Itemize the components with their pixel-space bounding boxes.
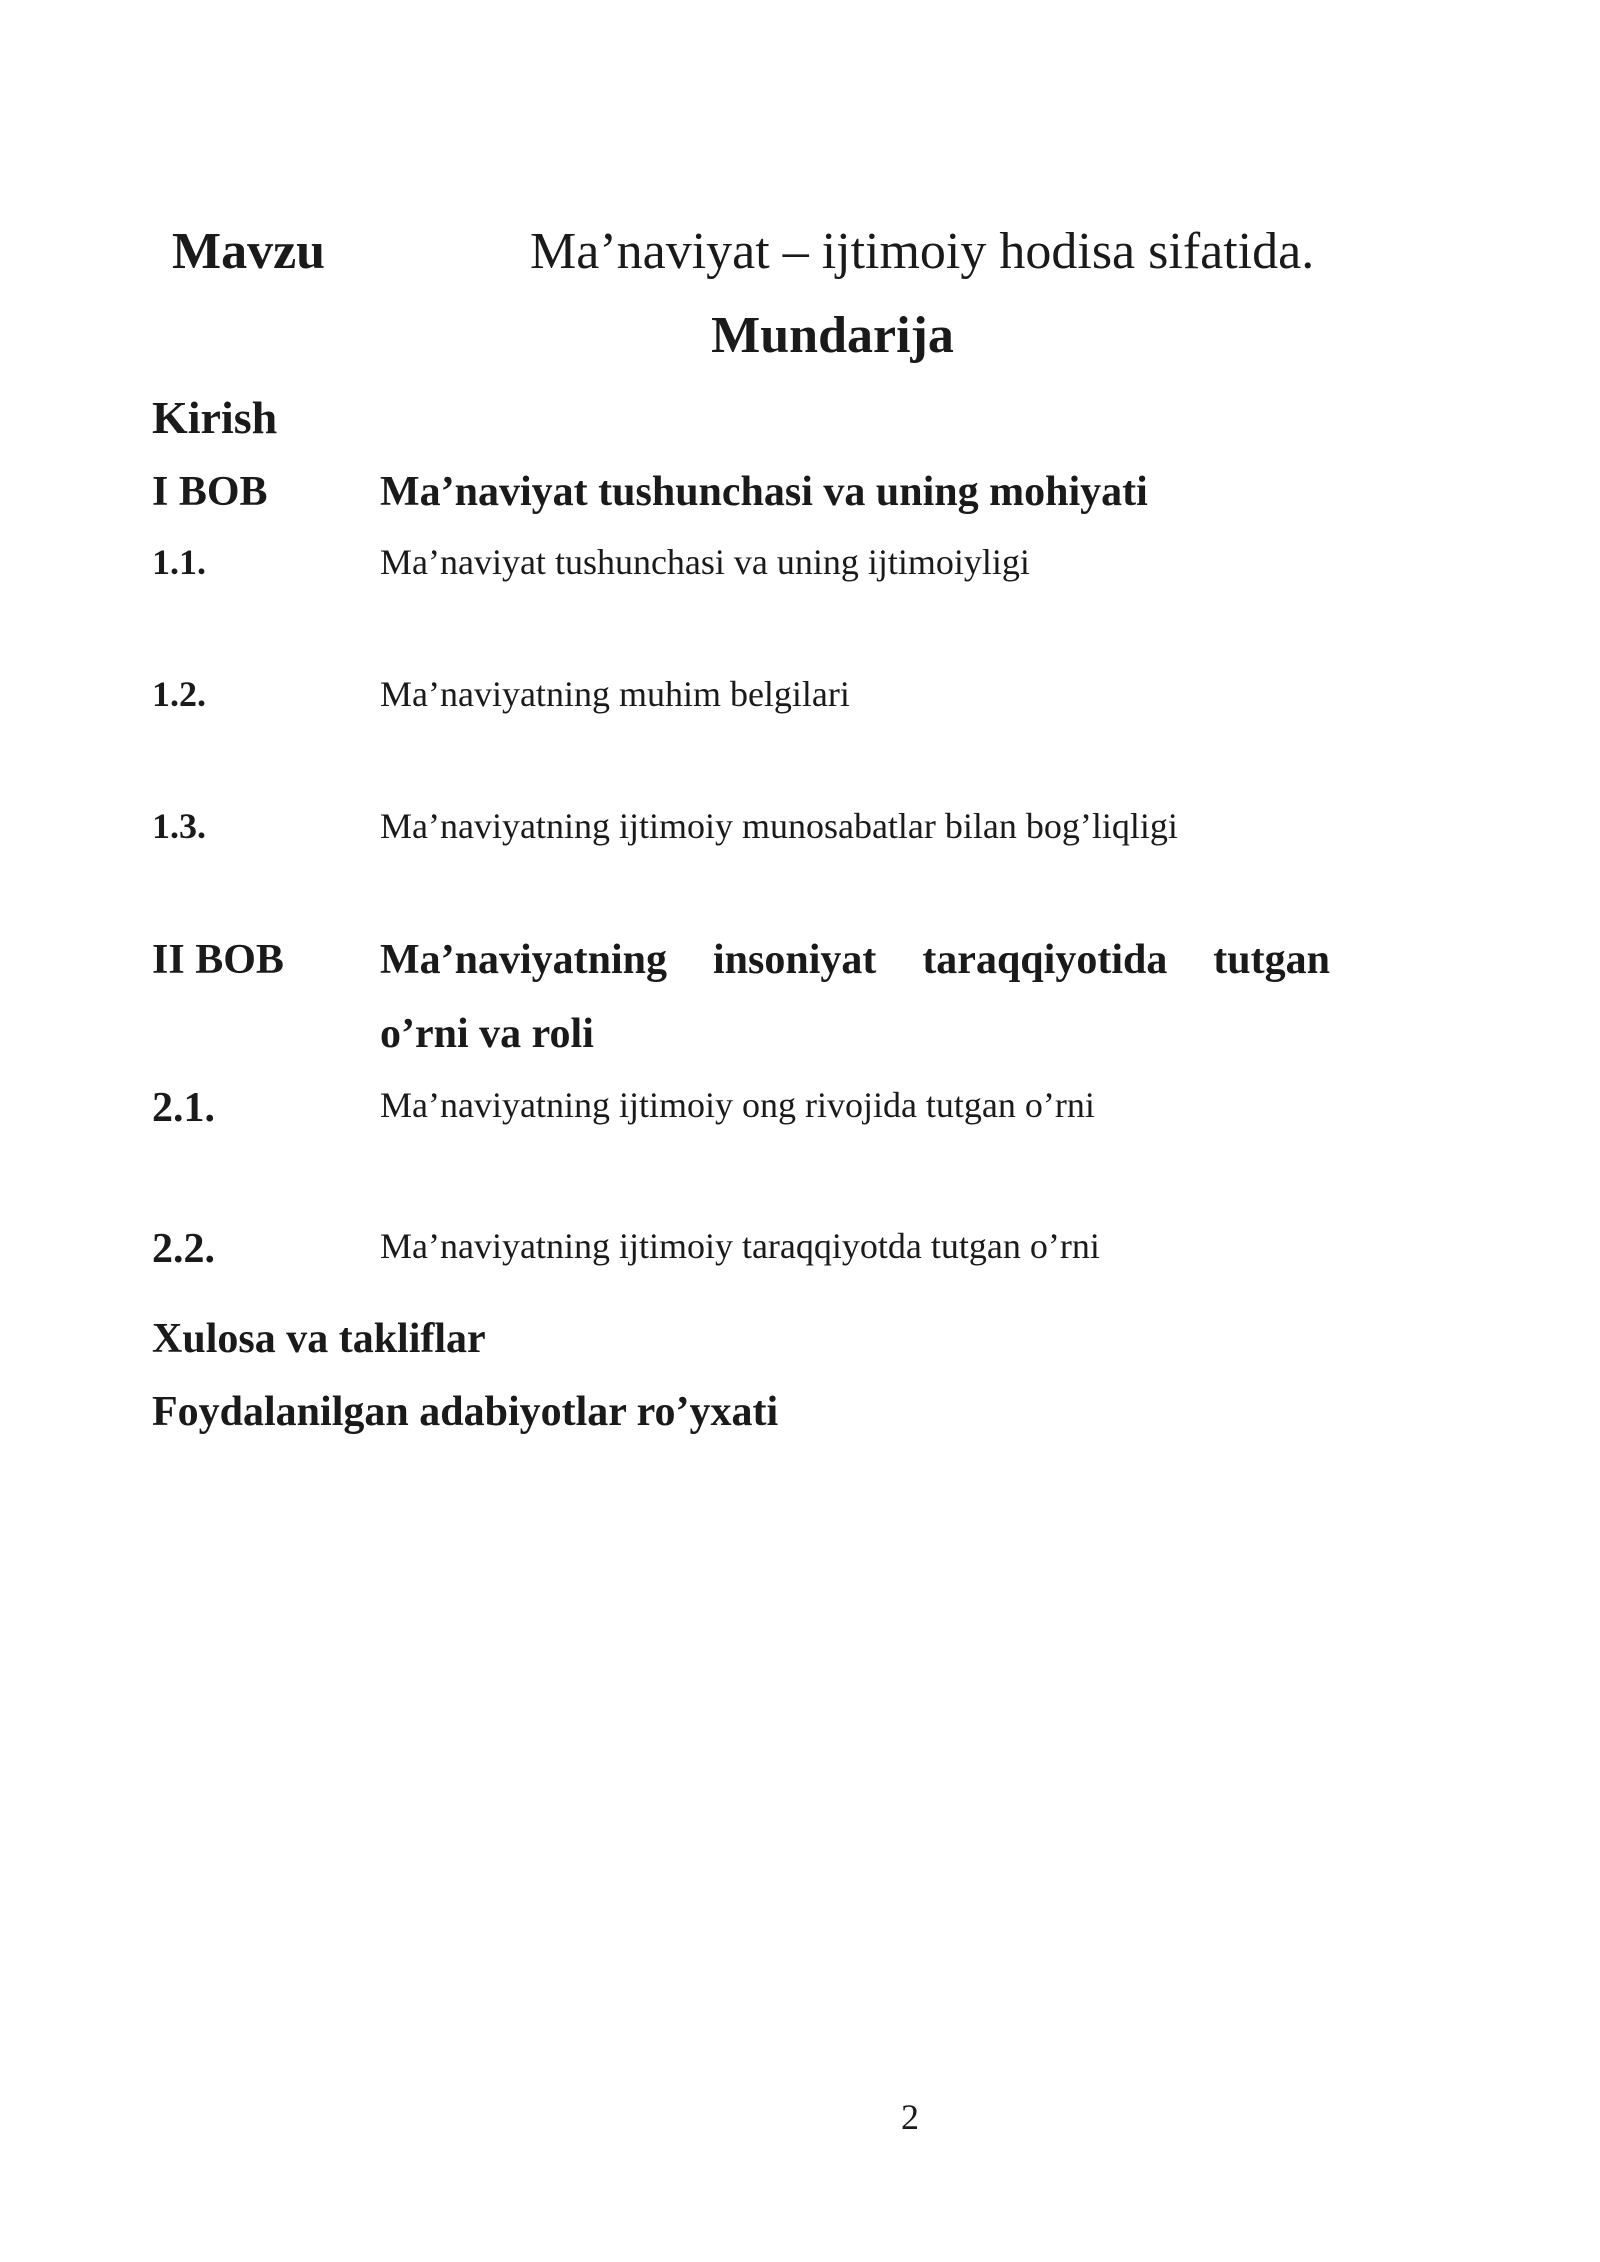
section-1-1-number: 1.1. (152, 542, 206, 582)
section-2-2-number: 2.2. (152, 1226, 215, 1272)
section-2-1-number: 2.1. (152, 1085, 215, 1131)
section-1-2-title: Ma’naviyatning muhim belgilari (380, 674, 850, 714)
topic-label: Mavzu (172, 223, 326, 280)
section-1-3-number: 1.3. (152, 806, 206, 846)
page-number: 2 (901, 2097, 919, 2137)
section-1-2-number: 1.2. (152, 674, 206, 714)
topic-title: Ma’naviyat – ijtimoiy hodisa sifatida. (530, 223, 1315, 280)
toc-intro: Kirish (152, 392, 278, 443)
section-1-3-title: Ma’naviyatning ijtimoiy munosabatlar bilan bog’liqligi (380, 806, 1178, 846)
chapter1-title: Ma’naviyat tushunchasi va uning mohiyati (380, 469, 1148, 515)
chapter1-label: I BOB (152, 469, 268, 515)
toc-conclusion: Xulosa va takliflar (152, 1316, 486, 1362)
chapter2-title-line1: Ma’naviyatning insoniyat taraqqiyotida tutgan (380, 937, 1330, 983)
section-2-2-title: Ma’naviyatning ijtimoiy taraqqiyotda tutgan o’rni (380, 1226, 1100, 1266)
toc-bibliography: Foydalanilgan adabiyotlar ro’yxati (152, 1389, 779, 1435)
section-2-1-title: Ma’naviyatning ijtimoiy ong rivojida tutgan o’rni (380, 1085, 1095, 1125)
toc-title: Mundarija (711, 307, 954, 364)
chapter2-label: II BOB (152, 937, 284, 983)
chapter2-title-line2: o’rni va roli (380, 1011, 594, 1057)
section-1-1-title: Ma’naviyat tushunchasi va uning ijtimoiyligi (380, 542, 1030, 582)
